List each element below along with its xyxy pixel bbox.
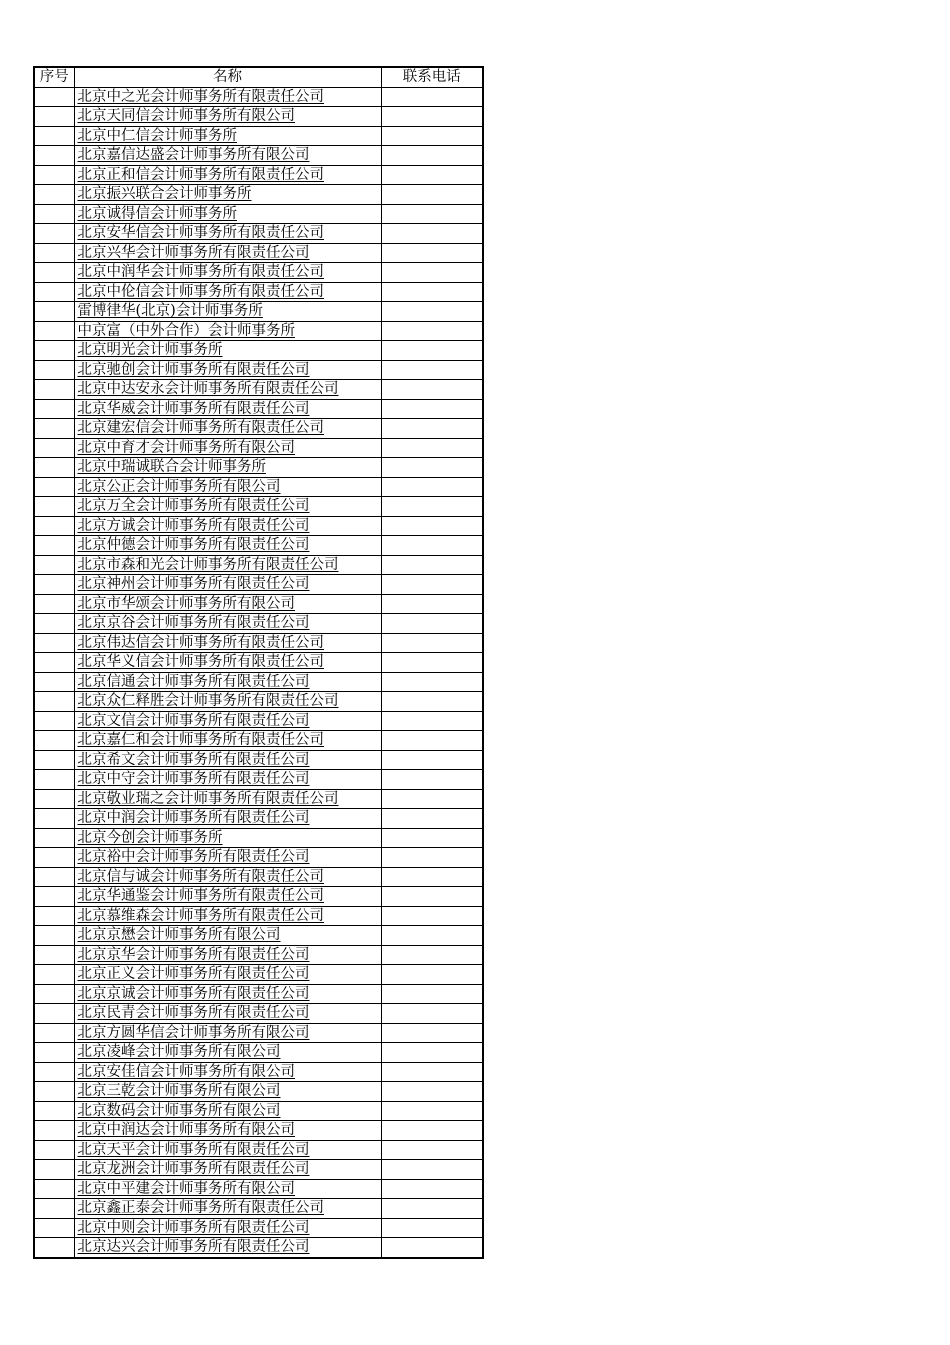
row-index-cell xyxy=(34,536,74,556)
row-index-cell xyxy=(34,867,74,887)
table-row xyxy=(34,731,483,751)
table-row xyxy=(34,438,483,458)
row-index-cell xyxy=(34,887,74,907)
phone-cell xyxy=(381,1101,483,1121)
row-index-cell xyxy=(34,692,74,712)
row-index-cell xyxy=(34,1062,74,1082)
firm-name-cell: 北京凌峰会计师事务所有限公司 xyxy=(74,1043,381,1063)
phone-cell xyxy=(381,555,483,575)
row-index-cell xyxy=(34,594,74,614)
table-row xyxy=(34,185,483,205)
row-index-cell xyxy=(34,653,74,673)
phone-cell xyxy=(381,87,483,107)
row-index-cell xyxy=(34,243,74,263)
phone-cell xyxy=(381,614,483,634)
row-index-cell xyxy=(34,1121,74,1141)
firm-name-cell: 北京天平会计师事务所有限责任公司 xyxy=(74,1140,381,1160)
firm-name-cell: 北京明光会计师事务所 xyxy=(74,341,381,361)
row-index-cell xyxy=(34,926,74,946)
table-row xyxy=(34,594,483,614)
phone-cell xyxy=(381,672,483,692)
table-row xyxy=(34,1004,483,1024)
row-index-cell xyxy=(34,1101,74,1121)
phone-cell xyxy=(381,302,483,322)
table-row xyxy=(34,399,483,419)
firm-name-cell: 北京中伦信会计师事务所有限责任公司 xyxy=(74,282,381,302)
table-row xyxy=(34,302,483,322)
phone-cell xyxy=(381,1004,483,1024)
row-index-cell xyxy=(34,360,74,380)
firm-name-cell: 北京京谷会计师事务所有限责任公司 xyxy=(74,614,381,634)
firm-name-cell: 北京中达安永会计师事务所有限责任公司 xyxy=(74,380,381,400)
firm-name-cell: 北京公正会计师事务所有限公司 xyxy=(74,477,381,497)
row-index-cell xyxy=(34,828,74,848)
phone-cell xyxy=(381,575,483,595)
phone-cell xyxy=(381,789,483,809)
phone-cell xyxy=(381,282,483,302)
firm-name-cell: 北京敬业瑞之会计师事务所有限责任公司 xyxy=(74,789,381,809)
table-row xyxy=(34,380,483,400)
phone-cell xyxy=(381,380,483,400)
row-index-cell xyxy=(34,1082,74,1102)
row-index-cell xyxy=(34,1179,74,1199)
table-row xyxy=(34,165,483,185)
firm-name-cell: 北京众仁释胜会计师事务所有限责任公司 xyxy=(74,692,381,712)
row-index-cell xyxy=(34,809,74,829)
firm-name-cell: 北京裕中会计师事务所有限责任公司 xyxy=(74,848,381,868)
phone-cell xyxy=(381,809,483,829)
row-index-cell xyxy=(34,1199,74,1219)
firm-name-cell: 北京安华信会计师事务所有限责任公司 xyxy=(74,224,381,244)
table-row xyxy=(34,224,483,244)
firm-name-cell: 北京中润达会计师事务所有限公司 xyxy=(74,1121,381,1141)
table-row xyxy=(34,243,483,263)
phone-cell xyxy=(381,360,483,380)
firm-name-cell: 北京中之光会计师事务所有限责任公司 xyxy=(74,87,381,107)
phone-cell xyxy=(381,497,483,517)
firm-name-cell: 北京文信会计师事务所有限责任公司 xyxy=(74,711,381,731)
phone-cell xyxy=(381,224,483,244)
row-index-cell xyxy=(34,1023,74,1043)
row-index-cell xyxy=(34,965,74,985)
phone-cell xyxy=(381,126,483,146)
phone-cell xyxy=(381,1062,483,1082)
phone-cell xyxy=(381,1140,483,1160)
firm-name-cell: 北京嘉信达盛会计师事务所有限公司 xyxy=(74,146,381,166)
firm-name-cell: 北京安佳信会计师事务所有限公司 xyxy=(74,1062,381,1082)
firm-table xyxy=(33,66,484,1259)
table-row xyxy=(34,633,483,653)
phone-cell xyxy=(381,419,483,439)
phone-cell xyxy=(381,341,483,361)
firm-name-cell: 北京龙洲会计师事务所有限责任公司 xyxy=(74,1160,381,1180)
firm-name-cell: 北京正义会计师事务所有限责任公司 xyxy=(74,965,381,985)
phone-cell xyxy=(381,1199,483,1219)
table-row xyxy=(34,1218,483,1238)
row-index-cell xyxy=(34,1160,74,1180)
table-row xyxy=(34,945,483,965)
table-row xyxy=(34,341,483,361)
phone-cell xyxy=(381,653,483,673)
table-row xyxy=(34,965,483,985)
row-index-cell xyxy=(34,575,74,595)
table-row xyxy=(34,1199,483,1219)
firm-name-cell: 北京信通会计师事务所有限责任公司 xyxy=(74,672,381,692)
phone-cell xyxy=(381,1218,483,1238)
row-index-cell xyxy=(34,458,74,478)
firm-name-cell: 北京京诚会计师事务所有限责任公司 xyxy=(74,984,381,1004)
phone-cell xyxy=(381,107,483,127)
row-index-cell xyxy=(34,984,74,1004)
phone-cell xyxy=(381,536,483,556)
phone-cell xyxy=(381,185,483,205)
row-index-cell xyxy=(34,302,74,322)
phone-cell xyxy=(381,711,483,731)
row-index-cell xyxy=(34,750,74,770)
phone-cell xyxy=(381,1043,483,1063)
phone-cell xyxy=(381,1160,483,1180)
firm-name-cell: 北京振兴联合会计师事务所 xyxy=(74,185,381,205)
phone-cell xyxy=(381,146,483,166)
row-index-cell xyxy=(34,419,74,439)
row-index-cell xyxy=(34,438,74,458)
table-row xyxy=(34,536,483,556)
phone-cell xyxy=(381,438,483,458)
phone-cell xyxy=(381,828,483,848)
row-index-cell xyxy=(34,614,74,634)
table-row xyxy=(34,828,483,848)
row-index-cell xyxy=(34,126,74,146)
phone-cell xyxy=(381,399,483,419)
table-row xyxy=(34,789,483,809)
table-row xyxy=(34,711,483,731)
phone-cell xyxy=(381,458,483,478)
row-index-cell xyxy=(34,1140,74,1160)
row-index-cell xyxy=(34,1218,74,1238)
row-index-cell xyxy=(34,945,74,965)
firm-name-cell: 北京京懋会计师事务所有限公司 xyxy=(74,926,381,946)
row-index-cell xyxy=(34,633,74,653)
firm-name-cell: 北京中守会计师事务所有限责任公司 xyxy=(74,770,381,790)
phone-cell xyxy=(381,770,483,790)
table-row xyxy=(34,1179,483,1199)
row-index-cell xyxy=(34,107,74,127)
table-row xyxy=(34,1023,483,1043)
table-row xyxy=(34,516,483,536)
table-row xyxy=(34,204,483,224)
phone-cell xyxy=(381,945,483,965)
phone-cell xyxy=(381,984,483,1004)
firm-name-cell: 北京中育才会计师事务所有限公司 xyxy=(74,438,381,458)
table-row xyxy=(34,555,483,575)
table-row xyxy=(34,146,483,166)
firm-name-cell: 北京中则会计师事务所有限责任公司 xyxy=(74,1218,381,1238)
phone-cell xyxy=(381,1238,483,1258)
table-row xyxy=(34,1238,483,1258)
firm-name-cell: 北京信与诚会计师事务所有限责任公司 xyxy=(74,867,381,887)
row-index-cell xyxy=(34,516,74,536)
firm-name-cell: 北京华威会计师事务所有限责任公司 xyxy=(74,399,381,419)
table-row xyxy=(34,672,483,692)
header-row xyxy=(34,67,483,87)
phone-cell xyxy=(381,165,483,185)
table-row xyxy=(34,126,483,146)
firm-name-cell: 北京诚得信会计师事务所 xyxy=(74,204,381,224)
row-index-cell xyxy=(34,906,74,926)
table-row xyxy=(34,321,483,341)
row-index-cell xyxy=(34,477,74,497)
table-row xyxy=(34,360,483,380)
table-row xyxy=(34,653,483,673)
row-index-cell xyxy=(34,672,74,692)
phone-cell xyxy=(381,1121,483,1141)
phone-cell xyxy=(381,243,483,263)
table-row xyxy=(34,1043,483,1063)
firm-name-cell: 北京中瑞诚联合会计师事务所 xyxy=(74,458,381,478)
table-row xyxy=(34,770,483,790)
table-row xyxy=(34,809,483,829)
phone-cell xyxy=(381,1179,483,1199)
column-header-phone: 联系电话 xyxy=(381,67,483,87)
firm-name-cell: 北京市森和光会计师事务所有限责任公司 xyxy=(74,555,381,575)
table-row xyxy=(34,984,483,1004)
table-row xyxy=(34,906,483,926)
table-row xyxy=(34,477,483,497)
phone-cell xyxy=(381,750,483,770)
firm-name-cell: 雷博律华(北京)会计师事务所 xyxy=(74,302,381,322)
table-row xyxy=(34,1140,483,1160)
phone-cell xyxy=(381,1023,483,1043)
table-row xyxy=(34,1121,483,1141)
firm-name-cell: 北京兴华会计师事务所有限责任公司 xyxy=(74,243,381,263)
phone-cell xyxy=(381,731,483,751)
row-index-cell xyxy=(34,1004,74,1024)
row-index-cell xyxy=(34,165,74,185)
row-index-cell xyxy=(34,380,74,400)
phone-cell xyxy=(381,692,483,712)
table-row xyxy=(34,497,483,517)
phone-cell xyxy=(381,477,483,497)
row-index-cell xyxy=(34,731,74,751)
firm-name-cell: 北京驰创会计师事务所有限责任公司 xyxy=(74,360,381,380)
table-row xyxy=(34,263,483,283)
firm-name-cell: 北京慕维森会计师事务所有限责任公司 xyxy=(74,906,381,926)
firm-name-cell: 北京正和信会计师事务所有限责任公司 xyxy=(74,165,381,185)
phone-cell xyxy=(381,965,483,985)
firm-name-cell: 北京三乾会计师事务所有限公司 xyxy=(74,1082,381,1102)
phone-cell xyxy=(381,1082,483,1102)
phone-cell xyxy=(381,848,483,868)
row-index-cell xyxy=(34,789,74,809)
row-index-cell xyxy=(34,497,74,517)
firm-name-cell: 北京方圆华信会计师事务所有限公司 xyxy=(74,1023,381,1043)
firm-name-cell: 北京天同信会计师事务所有限公司 xyxy=(74,107,381,127)
row-index-cell xyxy=(34,555,74,575)
row-index-cell xyxy=(34,146,74,166)
row-index-cell xyxy=(34,399,74,419)
firm-name-cell: 北京仲德会计师事务所有限责任公司 xyxy=(74,536,381,556)
column-header-index: 序号 xyxy=(34,67,74,87)
table-row xyxy=(34,575,483,595)
firm-name-cell: 北京市华颂会计师事务所有限公司 xyxy=(74,594,381,614)
table-row xyxy=(34,867,483,887)
firm-name-cell: 北京京华会计师事务所有限责任公司 xyxy=(74,945,381,965)
firm-name-cell: 北京数码会计师事务所有限公司 xyxy=(74,1101,381,1121)
phone-cell xyxy=(381,633,483,653)
row-index-cell xyxy=(34,282,74,302)
table-row xyxy=(34,107,483,127)
firm-name-cell: 北京中平建会计师事务所有限公司 xyxy=(74,1179,381,1199)
row-index-cell xyxy=(34,341,74,361)
firm-name-cell: 北京中润会计师事务所有限责任公司 xyxy=(74,809,381,829)
table-row xyxy=(34,750,483,770)
firm-name-cell: 北京神州会计师事务所有限责任公司 xyxy=(74,575,381,595)
firm-name-cell: 北京希文会计师事务所有限责任公司 xyxy=(74,750,381,770)
row-index-cell xyxy=(34,321,74,341)
firm-name-cell: 北京中仁信会计师事务所 xyxy=(74,126,381,146)
phone-cell xyxy=(381,594,483,614)
firm-name-cell: 北京中润华会计师事务所有限责任公司 xyxy=(74,263,381,283)
table-row xyxy=(34,458,483,478)
row-index-cell xyxy=(34,770,74,790)
firm-name-cell: 北京今创会计师事务所 xyxy=(74,828,381,848)
phone-cell xyxy=(381,887,483,907)
row-index-cell xyxy=(34,185,74,205)
row-index-cell xyxy=(34,224,74,244)
phone-cell xyxy=(381,516,483,536)
firm-name-cell: 北京华通鉴会计师事务所有限责任公司 xyxy=(74,887,381,907)
table-row xyxy=(34,848,483,868)
row-index-cell xyxy=(34,204,74,224)
column-header-name: 名称 xyxy=(74,67,381,87)
table-row xyxy=(34,1101,483,1121)
firm-name-cell: 北京华义信会计师事务所有限责任公司 xyxy=(74,653,381,673)
firm-name-cell: 北京嘉仁和会计师事务所有限责任公司 xyxy=(74,731,381,751)
table-row xyxy=(34,926,483,946)
firm-name-cell: 中京富（中外合作）会计师事务所 xyxy=(74,321,381,341)
firm-name-cell: 北京万全会计师事务所有限责任公司 xyxy=(74,497,381,517)
table-row xyxy=(34,87,483,107)
row-index-cell xyxy=(34,263,74,283)
phone-cell xyxy=(381,906,483,926)
table-row xyxy=(34,692,483,712)
table-row xyxy=(34,282,483,302)
row-index-cell xyxy=(34,1238,74,1258)
phone-cell xyxy=(381,867,483,887)
row-index-cell xyxy=(34,711,74,731)
row-index-cell xyxy=(34,1043,74,1063)
firm-name-cell: 北京达兴会计师事务所有限责任公司 xyxy=(74,1238,381,1258)
firm-name-cell: 北京民青会计师事务所有限责任公司 xyxy=(74,1004,381,1024)
firm-name-cell: 北京鑫正泰会计师事务所有限责任公司 xyxy=(74,1199,381,1219)
table-row xyxy=(34,1082,483,1102)
row-index-cell xyxy=(34,87,74,107)
phone-cell xyxy=(381,321,483,341)
firm-name-cell: 北京建宏信会计师事务所有限责任公司 xyxy=(74,419,381,439)
table-body xyxy=(34,87,483,1258)
table-row xyxy=(34,1062,483,1082)
phone-cell xyxy=(381,263,483,283)
table-row xyxy=(34,887,483,907)
table-row xyxy=(34,614,483,634)
table-row xyxy=(34,419,483,439)
row-index-cell xyxy=(34,848,74,868)
phone-cell xyxy=(381,204,483,224)
phone-cell xyxy=(381,926,483,946)
firm-name-cell: 北京伟达信会计师事务所有限责任公司 xyxy=(74,633,381,653)
firm-name-cell: 北京方诚会计师事务所有限责任公司 xyxy=(74,516,381,536)
table-row xyxy=(34,1160,483,1180)
